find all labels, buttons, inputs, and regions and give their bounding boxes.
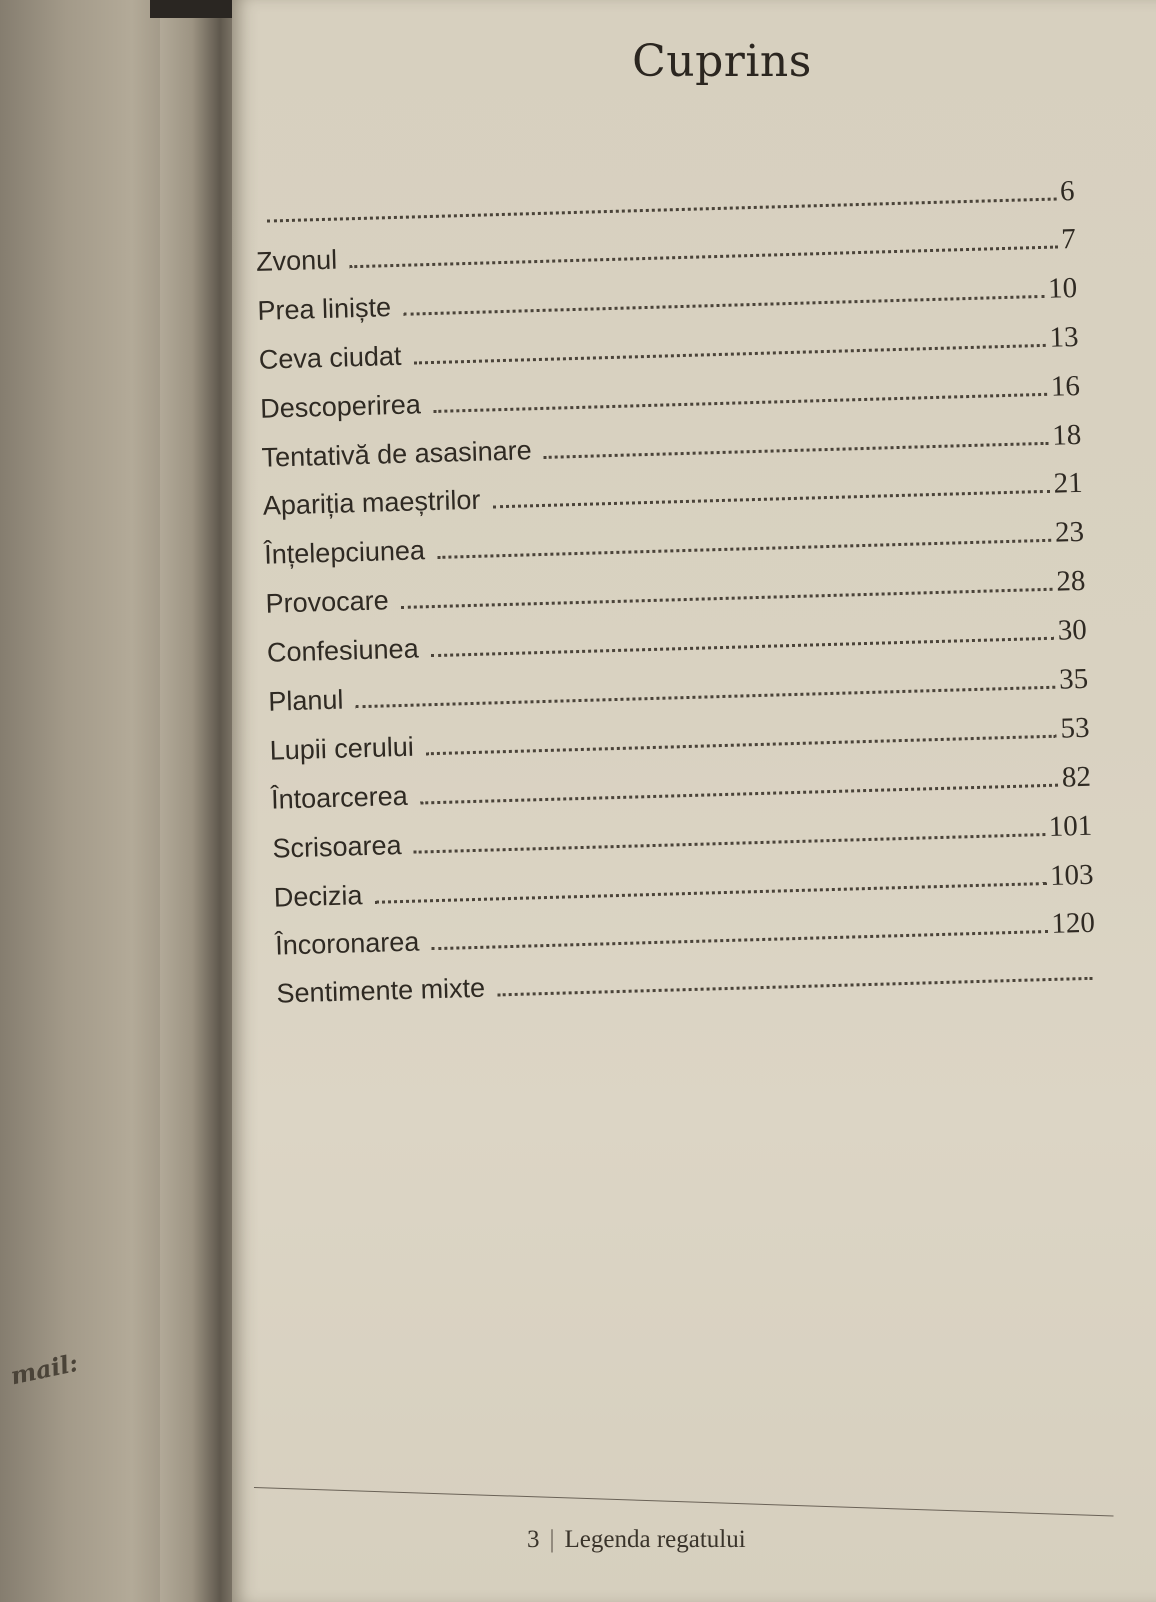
- toc-entry-title: Tentativă de asasinare: [261, 434, 533, 473]
- toc-entry-page: 103: [1049, 858, 1094, 892]
- toc-leader-dots: [414, 344, 1046, 365]
- toc-entry-title: Confesiunea: [266, 633, 420, 668]
- table-of-contents: [254, 175, 1097, 1028]
- toc-leader-dots: [426, 735, 1057, 756]
- toc-entry-page: 53: [1060, 711, 1090, 745]
- toc-entry-title: Sentimente mixte: [276, 973, 486, 1009]
- toc-leader-dots: [375, 882, 1047, 904]
- toc-entry-title: Întoarcerea: [270, 780, 409, 815]
- toc-entry-page: 18: [1051, 418, 1082, 452]
- toc-leader-dots: [431, 931, 1047, 951]
- toc-leader-dots: [414, 833, 1045, 854]
- toc-leader-dots: [544, 441, 1049, 458]
- book-spine-shadow: [160, 0, 240, 1602]
- toc-entry-page: 7: [1060, 222, 1077, 256]
- toc-entry-page: 21: [1053, 467, 1084, 501]
- toc-leader-dots: [267, 198, 1056, 223]
- toc-entry-page: 6: [1059, 175, 1075, 208]
- toc-entry-title: Lupii cerului: [269, 731, 415, 766]
- footer-rule: [254, 1487, 1114, 1517]
- toc-entry-page: 82: [1061, 760, 1092, 794]
- toc-leader-dots: [403, 295, 1044, 316]
- toc-leader-dots: [401, 588, 1053, 609]
- background-shadow: [150, 0, 240, 18]
- toc-entry-page: 23: [1054, 516, 1085, 550]
- toc-leader-dots: [493, 490, 1050, 509]
- book-page: [232, 0, 1156, 1602]
- toc-leader-dots: [431, 637, 1054, 657]
- toc-entry-title: Apariția maeștrilor: [262, 485, 481, 522]
- toc-entry-page: 30: [1057, 613, 1088, 647]
- toc-entry-page: 35: [1058, 662, 1089, 696]
- page-number: 3: [527, 1526, 540, 1553]
- toc-entry-title: Scrisoarea: [272, 829, 402, 864]
- toc-entry-page: 101: [1048, 809, 1093, 843]
- toc-entry-title: Prea liniște: [257, 292, 392, 326]
- book-title: Legenda regatului: [564, 1526, 746, 1553]
- toc-leader-dots: [420, 783, 1058, 804]
- page-footer: [527, 1526, 746, 1554]
- toc-entry-title: Descoperirea: [259, 389, 422, 424]
- toc-entry-title: Înțelepciunea: [263, 535, 426, 571]
- toc-entry-title: Ceva ciudat: [258, 340, 402, 375]
- toc-leader-dots: [497, 977, 1092, 997]
- left-page-text-fragment: mail:: [8, 1347, 81, 1391]
- toc-entry-page: 28: [1055, 565, 1086, 598]
- toc-entry-title: Zvonul: [255, 244, 338, 277]
- footer-separator: |: [549, 1526, 555, 1553]
- toc-entry-title: Decizia: [273, 879, 363, 913]
- toc-entry-page: 16: [1050, 369, 1081, 403]
- toc-leader-dots: [349, 245, 1057, 268]
- toc-leader-dots: [437, 539, 1051, 559]
- toc-entry-page: 13: [1049, 320, 1079, 354]
- left-page: [0, 0, 165, 1602]
- toc-leader-dots: [356, 686, 1056, 709]
- toc-entry-page: 10: [1047, 271, 1078, 305]
- toc-entry-title: Planul: [267, 684, 344, 717]
- page-title: Cuprins: [632, 36, 812, 87]
- toc-entry-page: 120: [1050, 907, 1096, 941]
- toc-entry-title: Provocare: [265, 585, 390, 619]
- toc-entry-title: Încoronarea: [274, 927, 420, 962]
- toc-leader-dots: [433, 393, 1047, 413]
